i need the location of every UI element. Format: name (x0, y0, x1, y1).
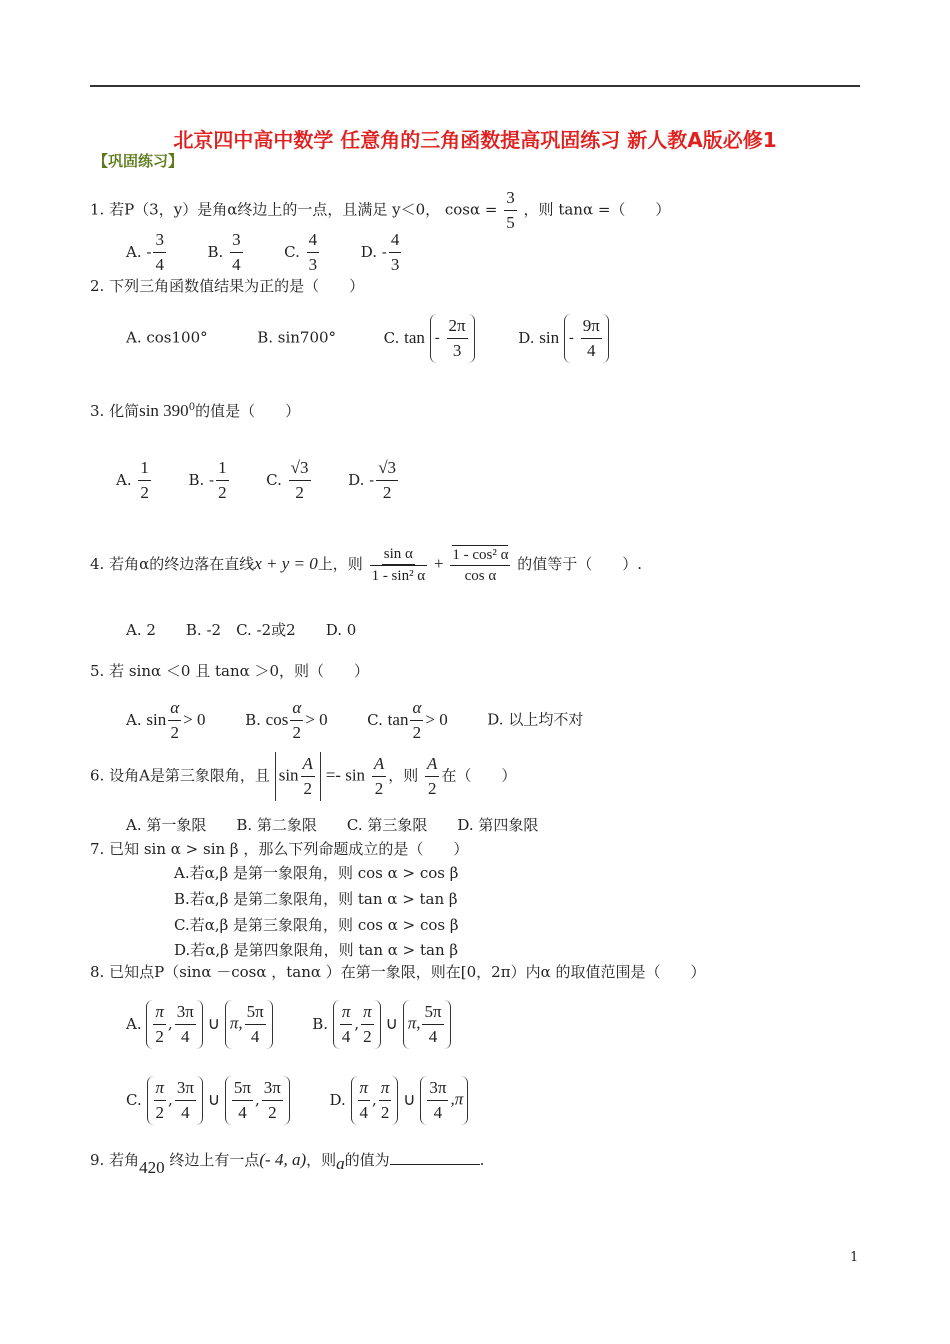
q5-option-a: A. sin $\frac{\alpha}{2}$ > 0 (126, 698, 206, 742)
q8-options-cd (126, 1076, 468, 1125)
q7-option-a: A.若α,β 是第一象限角，则 cos α > cos β (174, 864, 459, 882)
question-3: 3. 化简$\sin 390^0$的值是（ ） (90, 401, 301, 420)
q4-options: A. 2 B. -2 C. -2或2 D. 0 (126, 621, 357, 639)
q7-option-c: C.若α,β 是第三象限角，则 cos α > cos β (174, 916, 459, 934)
q1-stem-end: ，则 tanα =（ ） (523, 200, 671, 219)
q5-option-d: D. 以上均不对 (487, 710, 584, 729)
q7-option-b: B.若α,β 是第二象限角，则 tan α > tan β (174, 890, 458, 908)
q3-option-b: B. - $\frac{1}{2}$ (188, 458, 227, 502)
question-6: 6. 设角A是第三象限角，且 sin $\frac{A}{2}$ =- sin $\frac{A}{2}$ ，则 $\frac{A}{2}$ 在（ ） (90, 752, 516, 801)
q3-options (116, 456, 400, 505)
q3-option-c: C. $\frac{√3}{2}$ (266, 458, 309, 502)
header-rule (90, 85, 860, 87)
q5-options (126, 696, 583, 745)
q6-options: A. 第一象限 B. 第二象限 C. 第三象限 D. 第四象限 (126, 816, 539, 834)
q8-option-b: B. $\frac{\pi}{4}$ , $\frac{\pi}{2}$ ∪ π, $\frac{5\pi}{4}$ (312, 1015, 450, 1033)
question-4: 4. 若角α的终边落在直线x + y = 0上，则 $\frac{\text{sin α}}{\text{1 - sin² α}}$ + $\frac{\text{1 - cos² α}}{\text{cos α}}$ 的值等于（ ）. (90, 546, 642, 584)
q2-options (126, 314, 609, 363)
q3-option-a: A. $\frac{1}{2}$ (116, 458, 149, 502)
q2-option-c: C. tan - $\frac{2\pi}{3}$ (384, 329, 475, 347)
question-7: 7. 已知 sin α > sin β ，那么下列命题成立的是（ ） (90, 840, 469, 858)
q7-option-d: D.若α,β 是第四象限角，则 tan α > tan β (174, 941, 459, 959)
q2-option-d: D. sin - $\frac{9\pi}{4}$ (518, 329, 609, 347)
q5-option-b: B. cos $\frac{\alpha}{2}$ > 0 (245, 698, 328, 742)
q2-option-b: B. sin700° (257, 328, 337, 347)
q1-option-a: A. - $\frac{3}{4}$ (126, 230, 164, 274)
q5-option-c: C. tan $\frac{\alpha}{2}$ > 0 (367, 698, 448, 742)
section-heading: 【巩固练习】 (93, 152, 184, 170)
question-8: 8. 已知点P（sinα －cosα ，tanα ）在第一象限，则在[0，2π）内α 的取值范围是（ ） (90, 963, 706, 981)
q1-option-d: D. - $\frac{4}{3}$ (360, 230, 400, 274)
q8-option-d: D. $\frac{\pi}{4}$ , $\frac{\pi}{2}$ ∪ $\frac{3\pi}{4}$ ,π (329, 1091, 468, 1109)
q1-options (126, 228, 403, 277)
q4-fraction-1: $\frac{\text{sin α}}{\text{1 - sin² α}}$ (371, 546, 426, 584)
q9-answer-blank (390, 1148, 480, 1165)
page-title: 北京四中高中数学 任意角的三角函数提高巩固练习 新人教A版必修1 (173, 128, 777, 152)
q8-options-ab (126, 1000, 451, 1049)
q1-option-c: C. $\frac{4}{3}$ (284, 230, 318, 274)
q8-option-c: C. $\frac{\pi}{2}$ , $\frac{3\pi}{4}$ ∪ $\frac{5\pi}{4}$ , $\frac{3\pi}{2}$ (126, 1091, 295, 1109)
q6-absolute-value: sin $\frac{A}{2}$ (275, 752, 321, 801)
q1-option-b: B. $\frac{3}{4}$ (207, 230, 241, 274)
q4-fraction-2: $\frac{\text{1 - cos² α}}{\text{cos α}}$ (452, 546, 509, 584)
question-5: 5. 若 sinα ＜0 且 tanα ＞0，则（ ） (90, 662, 370, 680)
page-number: 1 (850, 1250, 859, 1265)
q1-stem: 1. 若P（3，y）是角α终边上的一点，且满足 y＜0， cosα = (90, 200, 498, 219)
question-2: 2. 下列三角函数值结果为正的是（ ） (90, 277, 365, 295)
question-9: 9. 若角420 终边上有一点(- 4, a)，则a的值为 . (90, 1150, 485, 1177)
q1-fraction: $\frac{3}{5}$ (506, 188, 515, 232)
q3-option-d: D. - $\frac{√3}{2}$ (348, 458, 397, 502)
q8-option-a: A. $\frac{\pi}{2}$ , $\frac{3\pi}{4}$ ∪ π, $\frac{5\pi}{4}$ (126, 1015, 277, 1033)
q2-option-a: A. cos100° (126, 328, 208, 347)
